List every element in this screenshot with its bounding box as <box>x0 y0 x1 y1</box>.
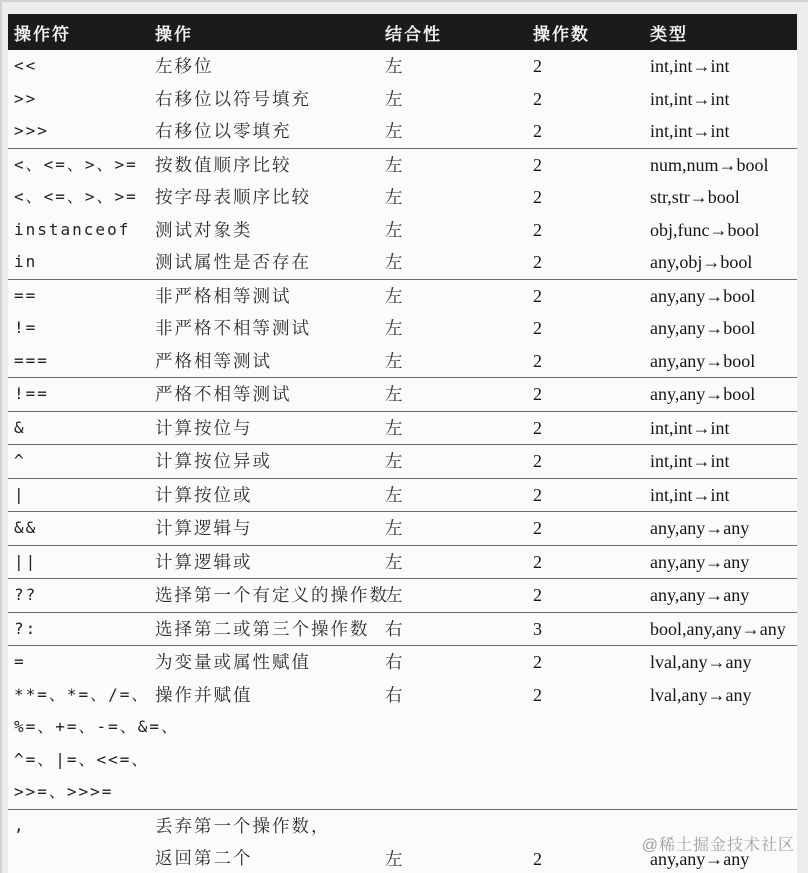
operation-cell: 测试对象类 <box>155 219 253 240</box>
table-row <box>8 115 797 148</box>
operation-cell: 计算按位与 <box>155 411 385 445</box>
operator-cell: ?: <box>8 612 155 646</box>
operation-cell: 测试属性是否存在 <box>155 246 385 279</box>
operator-cell: >>> <box>8 115 155 148</box>
table-row <box>8 646 797 679</box>
operator-cell: ?? <box>8 579 155 613</box>
operator-cell: **=、*=、/=、 %=、+=、-=、&=、 ^=、|=、<<=、 >>=、>>>= <box>8 679 155 810</box>
operator-cell: || <box>8 545 155 579</box>
types-cell: any,obj→bool <box>650 246 797 279</box>
types-cell: bool,any,any→any <box>650 612 797 646</box>
operator-cell: in <box>8 246 155 279</box>
operand-count-cell: 2 <box>533 445 650 479</box>
operation-cell: 按数值顺序比较 <box>155 154 292 175</box>
table-row <box>8 445 797 479</box>
operation-cell: 计算按位或 <box>155 478 385 512</box>
table-row <box>8 246 797 279</box>
table-row <box>8 214 797 247</box>
types-cell: lval,any→any <box>650 679 797 810</box>
operation-cell: 严格相等测试 <box>155 345 385 378</box>
operand-count-cell: 2 <box>533 187 542 208</box>
operation-cell: 右移位以零填充 <box>155 115 385 148</box>
operand-count-cell: 2 <box>533 88 542 109</box>
associativity-cell: 左 <box>385 345 533 378</box>
operand-count-cell: 2 <box>533 285 542 306</box>
operand-count-cell: 2 <box>533 679 650 810</box>
associativity-cell: 左 <box>385 445 533 479</box>
associativity-cell: 左 <box>385 154 404 175</box>
table-row <box>8 312 797 345</box>
associativity-cell: 左 <box>385 285 404 306</box>
table-row <box>8 83 797 116</box>
types-cell: any,any→any <box>650 579 797 613</box>
table-row <box>8 545 797 579</box>
table-row <box>8 50 797 83</box>
operand-count-cell: 2 <box>533 411 650 445</box>
operand-count-cell: 2 <box>533 318 542 339</box>
operation-cell: 选择第二或第三个操作数 <box>155 612 385 646</box>
operator-cell: !== <box>8 378 155 412</box>
types-cell: int,int→int <box>650 478 797 512</box>
table-row <box>8 345 797 378</box>
watermark: @稀土掘金技术社区 <box>641 837 795 854</box>
associativity-cell: 左 <box>385 809 533 873</box>
associativity-cell: 左 <box>385 512 533 546</box>
operand-count-cell: 2 <box>533 478 650 512</box>
operation-cell: 严格不相等测试 <box>155 378 385 412</box>
operator-cell: <、<=、>、>= <box>14 187 138 206</box>
types-cell: int,int→int <box>650 56 730 77</box>
table-row <box>8 512 797 546</box>
table-row <box>8 148 797 181</box>
table-row <box>8 181 797 214</box>
table-row <box>8 478 797 512</box>
types-cell: any,any→any <box>650 545 797 579</box>
associativity-cell: 左 <box>385 219 404 240</box>
types-cell: any,any→any <box>650 512 797 546</box>
operator-cell: ^ <box>8 445 155 479</box>
operator-cell: , <box>8 809 155 873</box>
operation-cell: 为变量或属性赋值 <box>155 652 311 672</box>
operation-cell: 计算按位异或 <box>155 445 385 479</box>
operand-count-cell: 2 <box>533 246 650 279</box>
associativity-cell: 右 <box>385 679 533 810</box>
types-cell: obj,func→bool <box>650 219 760 240</box>
types-cell: num,num→bool <box>650 154 769 175</box>
table-header <box>8 14 797 50</box>
operator-cell: = <box>14 652 26 671</box>
header-operand-count: 操作数 <box>533 14 650 50</box>
header-row <box>8 14 797 50</box>
operand-count-cell: 2 <box>533 115 650 148</box>
operand-count-cell: 2 <box>533 378 650 412</box>
types-cell: int,int→int <box>650 445 797 479</box>
operation-cell: 计算逻辑或 <box>155 545 385 579</box>
associativity-cell: 左 <box>385 411 533 445</box>
types-cell: int,int→int <box>650 411 797 445</box>
operand-count-cell: 3 <box>533 612 650 646</box>
operator-cell: <、<=、>、>= <box>14 154 138 174</box>
types-cell: any,any→bool <box>650 345 797 378</box>
operand-count-cell: 2 <box>533 545 650 579</box>
operator-cell: === <box>8 345 155 378</box>
operator-table <box>8 14 797 873</box>
operation-cell: 非严格相等测试 <box>155 285 292 306</box>
operation-cell: 操作并赋值 <box>155 679 385 810</box>
types-cell: lval,any→any <box>650 652 752 673</box>
table-row <box>8 378 797 412</box>
associativity-cell: 右 <box>385 612 533 646</box>
operation-cell: 计算逻辑与 <box>155 512 385 546</box>
operator-cell: << <box>14 56 38 75</box>
operand-count-cell: 2 <box>533 219 542 240</box>
operand-count-cell: 2 <box>533 512 650 546</box>
header-operation: 操作 <box>155 14 385 50</box>
associativity-cell: 左 <box>385 56 404 77</box>
operator-cell: >> <box>14 88 38 108</box>
operation-cell: 左移位 <box>155 56 214 76</box>
associativity-cell: 左 <box>385 187 404 208</box>
operator-cell: == <box>14 285 38 305</box>
associativity-cell: 左 <box>385 579 533 613</box>
operation-cell: 右移位以符号填充 <box>155 88 311 109</box>
associativity-cell: 左 <box>385 545 533 579</box>
operator-cell: | <box>8 478 155 512</box>
operator-cell: & <box>8 411 155 445</box>
table-row <box>8 579 797 613</box>
types-cell: any,any→bool <box>650 378 797 412</box>
table-row <box>8 612 797 646</box>
operator-cell: != <box>14 318 38 337</box>
operand-count-cell: 2 <box>533 345 650 378</box>
associativity-cell: 左 <box>385 378 533 412</box>
operator-cell: instanceof <box>14 219 131 239</box>
table-row <box>8 279 797 312</box>
associativity-cell: 左 <box>385 115 533 148</box>
types-cell: int,int→int <box>650 88 730 109</box>
table-row <box>8 679 797 810</box>
types-cell: any,any→bool <box>650 318 756 339</box>
types-cell: int,int→int <box>650 115 797 148</box>
operand-count-cell: 2 <box>533 579 650 613</box>
header-associativity: 结合性 <box>385 14 533 50</box>
operator-cell: && <box>8 512 155 546</box>
operand-count-cell: 2 <box>533 809 650 873</box>
associativity-cell: 左 <box>385 478 533 512</box>
associativity-cell: 右 <box>385 652 404 673</box>
header-operator: 操作符 <box>8 14 155 50</box>
types-cell: str,str→bool <box>650 187 740 208</box>
associativity-cell: 左 <box>385 246 533 279</box>
operand-count-cell: 2 <box>533 154 542 175</box>
associativity-cell: 左 <box>385 318 404 339</box>
types-cell: any,any→any <box>650 809 797 873</box>
table-row <box>8 809 797 873</box>
operation-cell: 按字母表顺序比较 <box>155 187 311 207</box>
operation-cell: 丢弃第一个操作数， 返回第二个 <box>155 809 385 873</box>
operation-cell: 非严格不相等测试 <box>155 318 311 338</box>
header-types: 类型 <box>650 14 797 50</box>
operation-cell: 选择第一个有定义的操作数 <box>155 579 385 613</box>
table-body <box>8 50 797 873</box>
types-cell: any,any→bool <box>650 285 756 306</box>
table-row <box>8 411 797 445</box>
associativity-cell: 左 <box>385 88 404 109</box>
operand-count-cell: 2 <box>533 652 542 673</box>
operand-count-cell: 2 <box>533 56 542 77</box>
